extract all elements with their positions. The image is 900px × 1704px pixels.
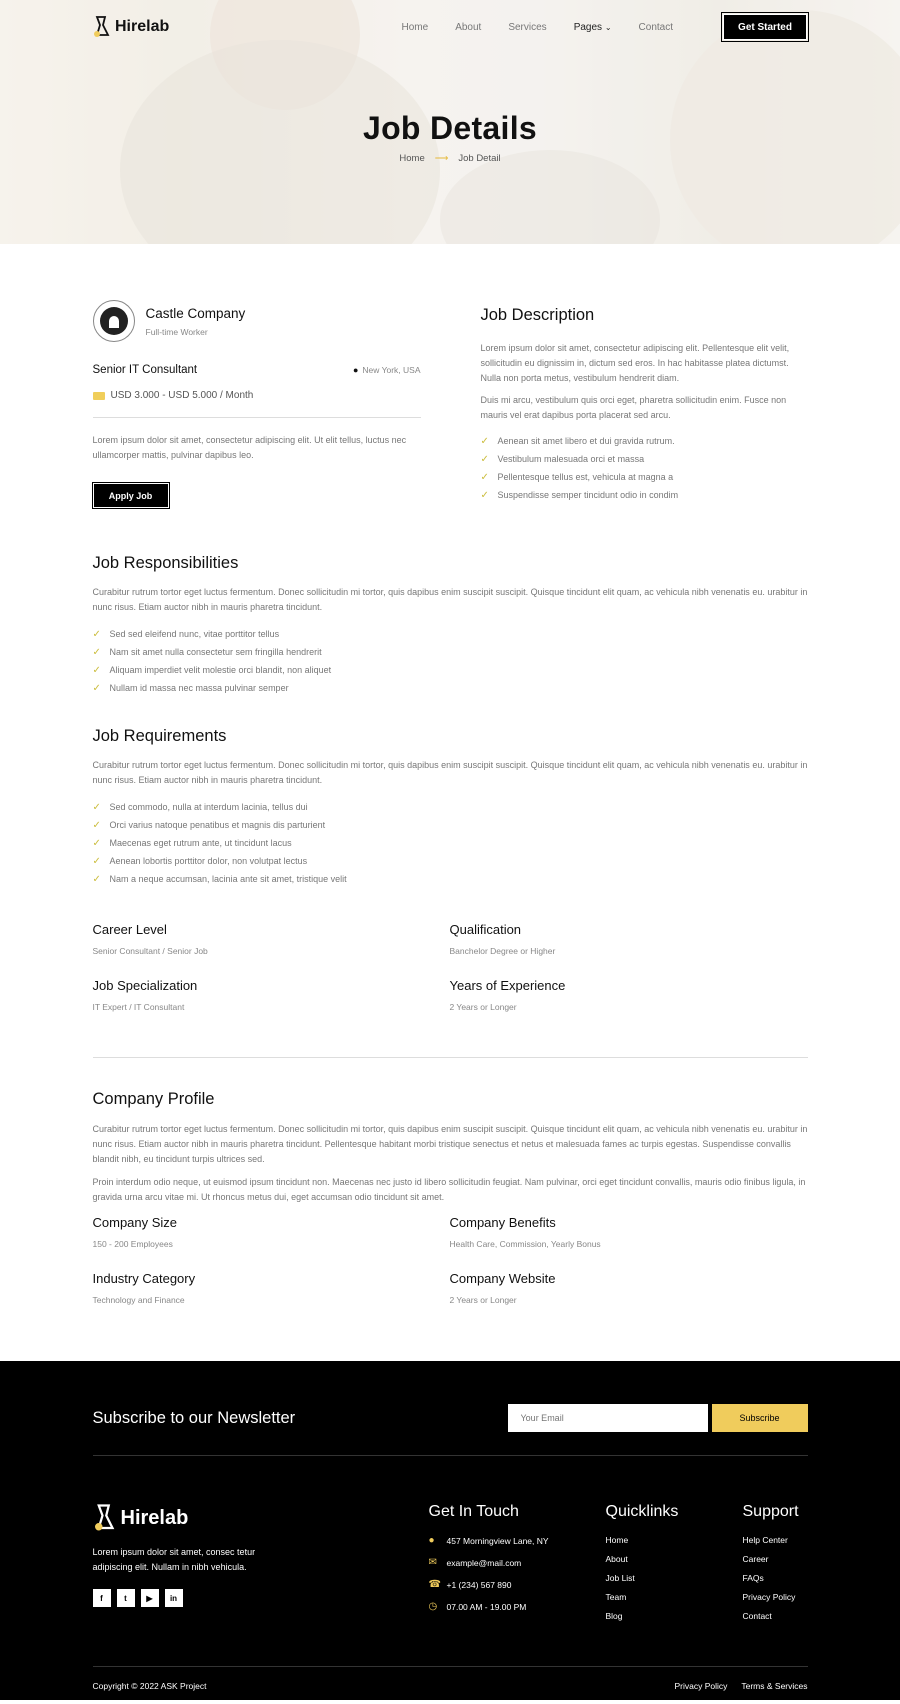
requirements-title: Job Requirements <box>92 727 227 745</box>
list-item: ✓ Aenean lobortis porttitor dolor, non volutpat lectus <box>92 855 308 867</box>
list-item: ✓ Aliquam imperdiet velit molestie orci blandit, non aliquet <box>92 664 332 676</box>
check-icon: ✓ <box>480 471 489 483</box>
logo-icon <box>93 1503 117 1533</box>
contact-email[interactable]: example@mail.com <box>446 1557 522 1568</box>
description-paragraph-2: Duis mi arcu, vestibulum quis orci eget, pharetra sollicitudin enim. Fusce non mauris vel erat dapibus porta placerat sed arcu. <box>480 395 787 420</box>
company-header <box>93 300 421 342</box>
list-item: ✓ Aenean sit amet libero et dui gravida rutrum. <box>480 435 675 447</box>
check-icon: ✓ <box>480 453 489 465</box>
requirements-text: Curabitur rutrum tortor eget luctus fermentum. Donec sollicitudin mi tortor, quis dapibus enim suscipit suscipit. Quisque tincidunt elit quam, ac vehicula nibh venenatis eu. urabitur in nunc risus. Etiam auctor nibh in mauris pharetra tincidunt. <box>92 760 808 785</box>
money-icon <box>93 392 105 400</box>
quicklink-home[interactable]: Home <box>605 1535 629 1545</box>
quicklink-about[interactable]: About <box>605 1554 628 1564</box>
check-icon: ✓ <box>92 664 101 676</box>
job-facts <box>93 888 808 1012</box>
fact-company-benefits: Company Benefits Health Care, Commission, Yearly Bonus <box>449 1215 601 1249</box>
divider <box>93 417 421 418</box>
apply-job-button[interactable]: Apply Job <box>93 483 169 508</box>
list-item: ✓ Nam sit amet nulla consectetur sem fringilla hendrerit <box>92 646 322 658</box>
job-salary: USD 3.000 - USD 5.000 / Month <box>110 390 254 401</box>
check-icon: ✓ <box>92 837 101 849</box>
breadcrumb-current: Job Detail <box>458 153 501 164</box>
list-item: ✓ Maecenas eget rutrum ante, ut tincidunt lacus <box>92 837 292 849</box>
fact-company-size: Company Size 150 - 200 Employees <box>92 1215 178 1249</box>
copyright: Copyright © 2022 ASK Project <box>92 1680 207 1691</box>
profile-paragraph-2: Proin interdum odio neque, ut euismod ipsum tincidunt non. Maecenas nec justo id libero sollicitudin feugiat. Nam pulvinar, orci eget tincidunt convallis, mauris odio finibus ligula, in gravida urna arcu vitae mi. Ut rhoncus metus dui, eget accumsan odio tincidunt sit amet. <box>92 1177 806 1202</box>
check-icon: ✓ <box>92 855 101 867</box>
list-item: ✓ Pellentesque tellus est, vehicula at magna a <box>480 471 674 483</box>
nav-pages-label: Pages <box>573 21 603 33</box>
nav-services[interactable]: Services <box>508 21 547 33</box>
fact-experience: Years of Experience 2 Years or Longer <box>449 978 566 1012</box>
profile-title: Company Profile <box>92 1090 215 1108</box>
quicklink-blog[interactable]: Blog <box>605 1611 623 1621</box>
responsibilities-list <box>93 625 808 697</box>
phone-icon: ☎ <box>428 1579 441 1590</box>
arrow-right-icon: ⟶ <box>434 153 449 164</box>
footer-about: Lorem ipsum dolor sit amet, consec tetur adipiscing elit. Nullam in nibh vehicula. <box>92 1547 256 1572</box>
company-facts <box>93 1205 808 1305</box>
description-list <box>481 432 808 504</box>
top-navbar <box>93 12 807 42</box>
location-pin-icon: ● <box>352 365 359 375</box>
logo-icon <box>93 15 111 39</box>
support-privacy-policy[interactable]: Privacy Policy <box>742 1592 796 1602</box>
contact-column <box>429 1503 606 1666</box>
fact-qualification: Qualification Banchelor Degree or Higher <box>449 922 556 956</box>
responsibilities-text: Curabitur rutrum tortor eget luctus fermentum. Donec sollicitudin mi tortor, quis dapibus enim suscipit suscipit. Quisque tincidunt elit quam, ac vehicula nibh venenatis eu. urabitur in nunc risus. Etiam auctor nibh in mauris pharetra tincidunt. <box>92 587 808 612</box>
mail-icon: ✉ <box>428 1557 437 1568</box>
nav-contact[interactable]: Contact <box>638 21 673 33</box>
fact-career-level: Career Level Senior Consultant / Senior Job <box>92 922 208 956</box>
list-item: ✓ Suspendisse semper tincidunt odio in condim <box>480 489 679 501</box>
company-name: Castle Company <box>145 305 246 321</box>
job-type: Full-time Worker <box>145 326 208 337</box>
contact-phone[interactable]: +1 (234) 567 890 <box>446 1579 512 1590</box>
profile-paragraph-1: Curabitur rutrum tortor eget luctus fermentum. Donec sollicitudin mi tortor, quis dapibus enim suscipit suscipit. Quisque tincidunt elit quam, ac vehicula nibh venenatis eu. urabitur in nunc risus. Etiam auctor nibh in mauris pharetra tincidunt. Pellentesque habitant morbi tristique senectus et netus et malesuada fames ac turpis egestas. Suspendisse convallis blandit nibh, eu tincidunt turpis ultrices sed. <box>92 1124 808 1164</box>
quicklink-team[interactable]: Team <box>605 1592 627 1602</box>
check-icon: ✓ <box>480 435 489 447</box>
page-title: Job Details <box>362 110 538 146</box>
check-icon: ✓ <box>92 682 101 694</box>
nav-home[interactable]: Home <box>401 21 429 33</box>
support-title: Support <box>742 1503 799 1520</box>
logo-text: Hirelab <box>120 1506 189 1529</box>
job-requirements <box>93 697 808 888</box>
check-icon: ✓ <box>92 819 101 831</box>
support-column <box>743 1503 799 1666</box>
list-item: ✓ Sed commodo, nulla at interdum lacinia, tellus dui <box>92 801 308 813</box>
job-summary-card <box>93 300 421 508</box>
email-input[interactable] <box>508 1404 708 1432</box>
list-item: ✓ Nam a neque accumsan, lacinia ante sit amet, tristique velit <box>92 873 347 885</box>
youtube-icon[interactable]: ▶ <box>141 1589 159 1607</box>
breadcrumb <box>0 153 900 164</box>
responsibilities-title: Job Responsibilities <box>92 554 239 572</box>
main-content <box>93 244 808 1305</box>
footer-logo[interactable] <box>93 1503 429 1533</box>
main-menu <box>375 22 674 33</box>
quicklinks-title: Quicklinks <box>605 1503 679 1520</box>
get-started-button[interactable]: Get Started <box>723 14 807 40</box>
fact-specialization: Job Specialization IT Expert / IT Consultant <box>92 978 198 1012</box>
quicklink-job-list[interactable]: Job List <box>605 1573 635 1583</box>
job-role: Senior IT Consultant <box>92 364 198 376</box>
list-item: ✓ Nullam id massa nec massa pulvinar semper <box>92 682 289 694</box>
contact-hours: 07.00 AM - 19.00 PM <box>446 1601 527 1612</box>
support-faqs[interactable]: FAQs <box>742 1573 764 1583</box>
brand-logo[interactable] <box>93 15 169 39</box>
job-summary: Lorem ipsum dolor sit amet, consectetur adipiscing elit. Ut elit tellus, luctus nec ullamcorper mattis, pulvinar dapibus leo. <box>92 435 407 460</box>
facebook-icon[interactable]: f <box>93 1589 111 1607</box>
support-contact[interactable]: Contact <box>742 1611 772 1621</box>
quicklinks-column <box>606 1503 743 1666</box>
social-links <box>93 1589 429 1607</box>
list-item: ✓ Vestibulum malesuada orci et massa <box>480 453 645 465</box>
newsletter-title: Subscribe to our Newsletter <box>92 1408 296 1427</box>
contact-title: Get In Touch <box>428 1503 519 1520</box>
job-responsibilities <box>93 508 808 697</box>
clock-icon: ◷ <box>428 1601 438 1612</box>
nav-about[interactable]: About <box>455 21 482 33</box>
chevron-down-icon: ⌄ <box>604 22 612 32</box>
logo-text: Hirelab <box>115 18 170 35</box>
fact-company-website: Company Website 2 Years or Longer <box>449 1271 556 1305</box>
subscribe-button[interactable]: Subscribe <box>712 1404 808 1432</box>
twitter-icon[interactable]: t <box>117 1589 135 1607</box>
job-description <box>481 300 808 508</box>
check-icon: ✓ <box>480 489 489 501</box>
support-career[interactable]: Career <box>742 1554 769 1564</box>
check-icon: ✓ <box>92 646 101 658</box>
terms-link[interactable]: Terms & Services <box>741 1680 808 1691</box>
fact-industry-category: Industry Category Technology and Finance <box>92 1271 196 1305</box>
newsletter <box>93 1361 808 1447</box>
requirements-list <box>93 798 808 888</box>
check-icon: ✓ <box>92 873 101 885</box>
company-logo <box>93 300 135 342</box>
check-icon: ✓ <box>92 628 101 640</box>
site-footer <box>0 1361 900 1700</box>
check-icon: ✓ <box>92 801 101 813</box>
job-location: New York, USA <box>362 365 421 375</box>
hero-banner <box>0 0 900 244</box>
support-help-center[interactable]: Help Center <box>742 1535 788 1545</box>
breadcrumb-home[interactable]: Home <box>399 153 425 164</box>
nav-pages[interactable] <box>574 22 612 33</box>
list-item: ✓ Sed sed eleifend nunc, vitae porttitor tellus <box>92 628 280 640</box>
description-paragraph-1: Lorem ipsum dolor sit amet, consectetur adipiscing elit. Pellentesque elit velit, sollicitudin eu dignissim in, dictum sed eros. In hac habitasse platea dictumst. Nulla non porta metus, vestibulum hendrerit diam. <box>480 343 790 383</box>
footer-bottom <box>93 1666 808 1704</box>
description-title: Job Description <box>480 306 595 324</box>
linkedin-icon[interactable]: in <box>165 1589 183 1607</box>
privacy-policy-link[interactable]: Privacy Policy <box>674 1680 728 1691</box>
location-pin-icon: ● <box>428 1535 435 1546</box>
contact-address: 457 Morningview Lane, NY <box>446 1535 549 1546</box>
company-profile <box>93 1058 808 1205</box>
list-item: ✓ Orci varius natoque penatibus et magnis dis parturient <box>92 819 326 831</box>
